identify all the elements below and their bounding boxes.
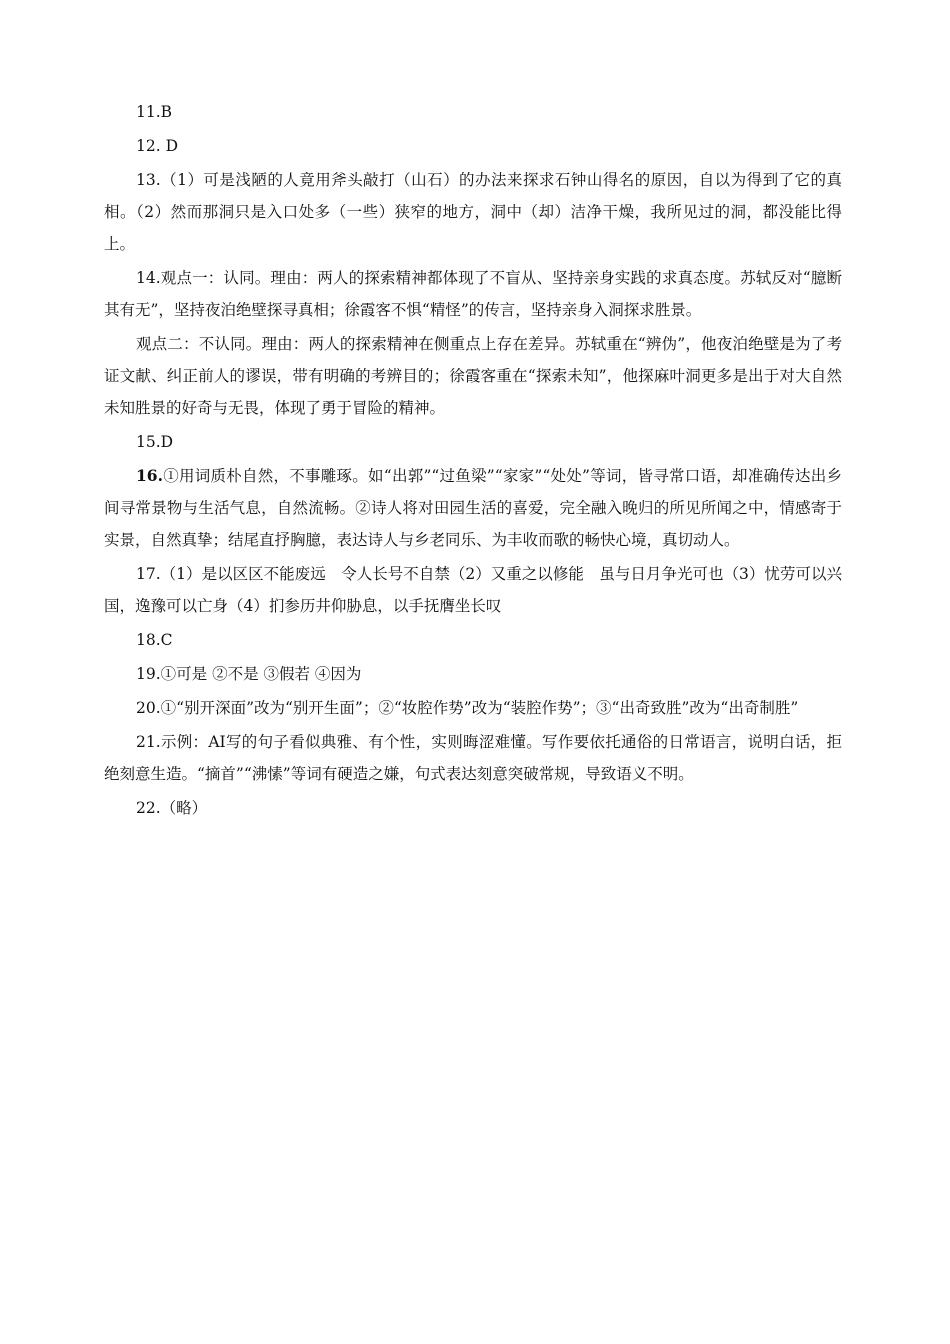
answer-20: 20.①“别开深面”改为“别开生面”；②“妆腔作势”改为“装腔作势”；③“出奇致胜”改为“出奇制胜” xyxy=(136,699,799,717)
answer-22: 22.（略） xyxy=(136,799,208,817)
answer-19: 19.①可是 ②不是 ③假若 ④因为 xyxy=(136,665,362,683)
answer-14-view-one: 14.观点一：认同。理由：两人的探索精神都体现了不盲从、坚持亲身实践的求真态度。苏轼反对“臆断其有无”，坚持夜泊绝壁探寻真相；徐霞客不惧“精怪”的传言，坚持亲身入洞探求胜景。 xyxy=(104,269,842,319)
answer-16-text: ①用词质朴自然，不事雕琢。如“出郭”“过鱼梁”“家家”“处处”等词，皆寻常口语，却准确传达出乡间寻常景物与生活气息，自然流畅。②诗人将对田园生活的喜爱，完全融入晚归的所见所闻之中，情感寄于实景，自然真挚；结尾直抒胸臆，表达诗人与乡老同乐、为丰收而歌的畅快心境，真切动人。 xyxy=(104,467,842,549)
answer-16 xyxy=(104,460,842,556)
answer-13: 13.（1）可是浅陋的人竟用斧头敲打（山石）的办法来探求石钟山得名的原因，自以为得到了它的真相。（2）然而那洞只是入口处多（一些）狭窄的地方，洞中（却）洁净干燥，我所见过的洞，都没能比得上。 xyxy=(104,171,842,253)
answer-document xyxy=(104,96,842,826)
answer-17: 17.（1）是以区区不能废远 令人长号不自禁（2）又重之以修能 虽与日月争光可也（3）忧劳可以兴国，逸豫可以亡身（4）扪参历井仰胁息，以手抚膺坐长叹 xyxy=(104,565,842,615)
answer-16-number: 16. xyxy=(136,466,163,485)
answer-21: 21.示例：AI写的句子看似典雅、有个性，实则晦涩难懂。写作要依托通俗的日常语言，说明白话，拒绝刻意生造。“摘首”“沸愫”等词有硬造之嫌，句式表达刻意突破常规，导致语义不明。 xyxy=(104,733,842,783)
answer-14-view-two: 观点二：不认同。理由：两人的探索精神在侧重点上存在差异。苏轼重在“辨伪”，他夜泊绝壁是为了考证文献、纠正前人的谬误，带有明确的考辨目的；徐霞客重在“探索未知”，他探麻叶洞更多是出于对大自然未知胜景的好奇与无畏，体现了勇于冒险的精神。 xyxy=(104,335,842,417)
answer-12: 12. D xyxy=(136,137,179,155)
answer-18: 18.C xyxy=(136,631,173,649)
answer-11: 11.B xyxy=(136,103,173,121)
answer-15: 15.D xyxy=(136,433,174,451)
